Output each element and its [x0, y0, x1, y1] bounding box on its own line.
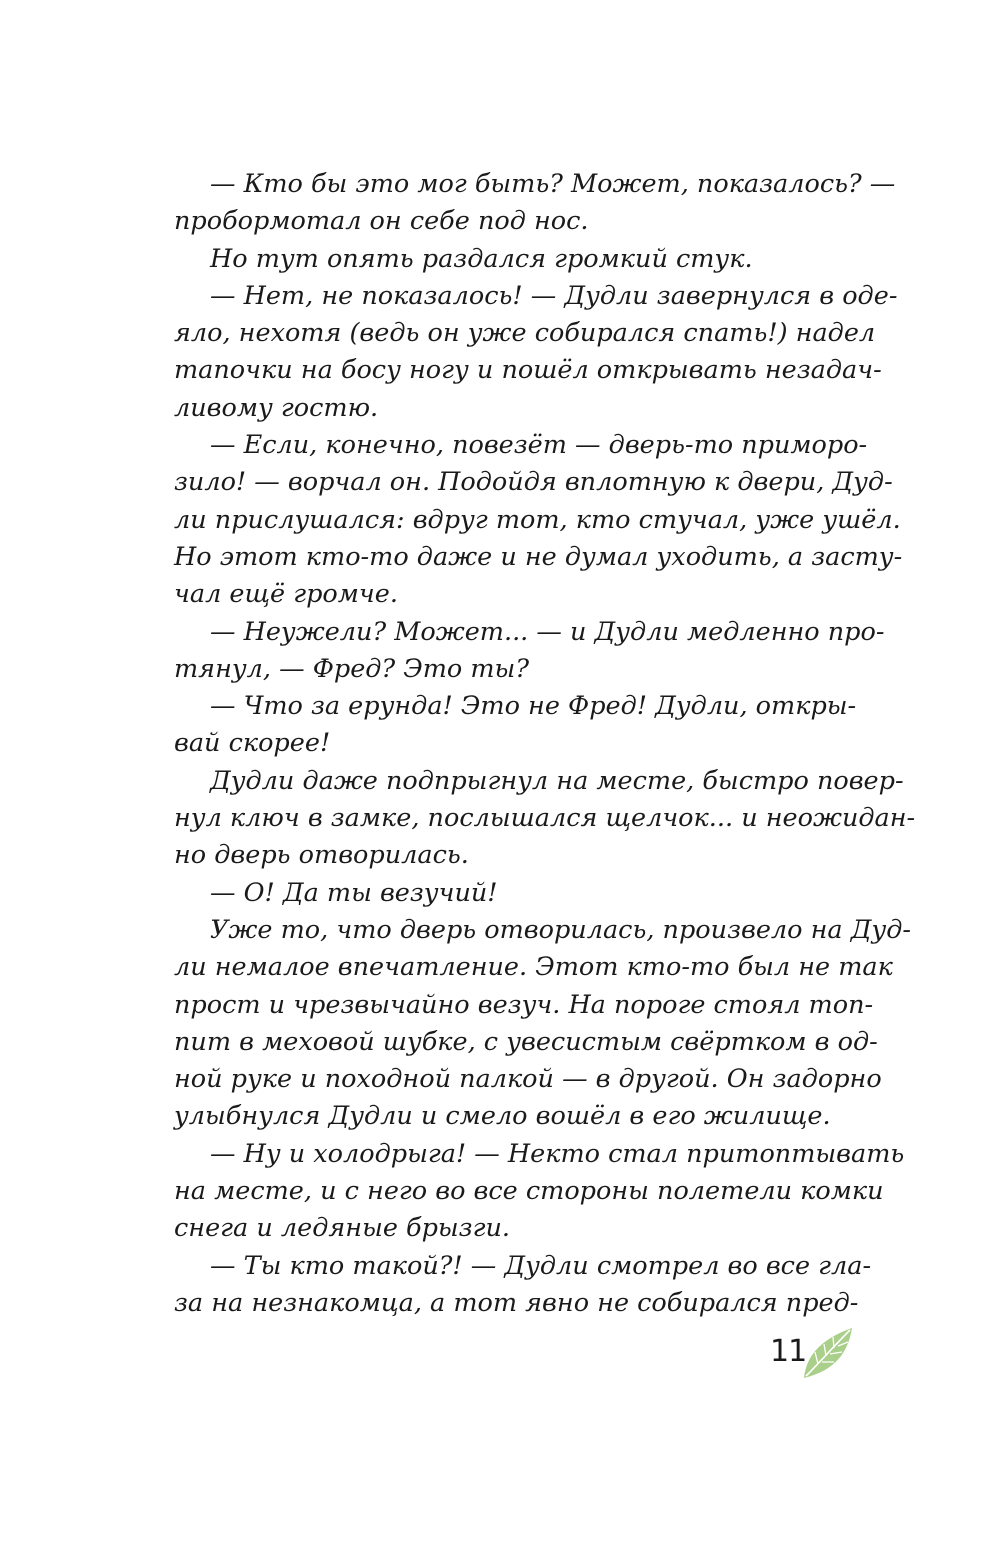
text-line: Уже то, что дверь отворилась, произвело на Дуд-	[210, 914, 912, 945]
text-line: на месте, и с него во все стороны полетели комки	[174, 1176, 884, 1207]
text-line: улыбнулся Дудли и смело вошёл в его жилище.	[174, 1101, 831, 1132]
text-line: вай скорее!	[174, 728, 331, 759]
text-line: — О! Да ты везучий!	[210, 877, 498, 908]
text-line: — Нет, не показалось! — Дудли завернулся в оде-	[210, 280, 898, 311]
text-line: прост и чрезвычайно везуч. На пороге стоял топ-	[174, 989, 874, 1020]
page-number: 11	[770, 1334, 807, 1369]
text-line: — Ты кто такой?! — Дудли смотрел во все гла-	[210, 1250, 872, 1281]
text-line: — Кто бы это мог быть? Может, показалось? —	[210, 169, 896, 199]
text-line: Дудли даже подпрыгнул на месте, быстро повер-	[210, 765, 904, 796]
text-line: за на незнакомца, а тот явно не собирался пред-	[174, 1287, 859, 1318]
text-line: пит в меховой шубке, с увесистым свёртком в од-	[174, 1026, 878, 1057]
leaf-vein	[806, 1330, 850, 1376]
text-line: — Что за ерунда! Это не Фред! Дудли, откры-	[210, 691, 857, 722]
page-footer	[770, 1322, 860, 1382]
text-line: тянул, — Фред? Это ты?	[174, 653, 529, 684]
text-line: — Неужели? Может... — и Дудли медленно про-	[210, 616, 885, 647]
text-line: Но тут опять раздался громкий стук.	[210, 243, 753, 274]
text-line: пробормотал он себе под нос.	[174, 206, 589, 237]
text-line: чал ещё громче.	[174, 579, 398, 610]
text-line: ли немалое впечатление. Этот кто-то был не так	[174, 952, 893, 983]
text-line: Но этот кто-то даже и не думал уходить, а засту-	[174, 541, 903, 572]
leaf-icon	[800, 1322, 856, 1382]
text-line: ливому гостю.	[174, 392, 379, 423]
text-line: — Ну и холодрыга! — Некто стал притоптывать	[210, 1138, 905, 1169]
book-text	[174, 166, 916, 1322]
text-line: яло, нехотя (ведь он уже собирался спать!) надел	[174, 318, 876, 349]
text-line: нул ключ в замке, послышался щелчок... и неожидан-	[174, 803, 916, 834]
text-line: тапочки на босу ногу и пошёл открывать незадач-	[174, 355, 882, 386]
text-line: но дверь отворилась.	[174, 840, 469, 871]
text-line: ли прислушался: вдруг тот, кто стучал, уже ушёл.	[174, 504, 901, 535]
text-line: зило! — ворчал он. Подойдя вплотную к двери, Дуд-	[174, 467, 893, 498]
text-line: снега и ледяные брызги.	[174, 1213, 511, 1244]
text-line: ной руке и походной палкой — в другой. Он задорно	[174, 1064, 882, 1095]
text-line: — Если, конечно, повезёт — дверь-то приморо-	[210, 430, 868, 461]
